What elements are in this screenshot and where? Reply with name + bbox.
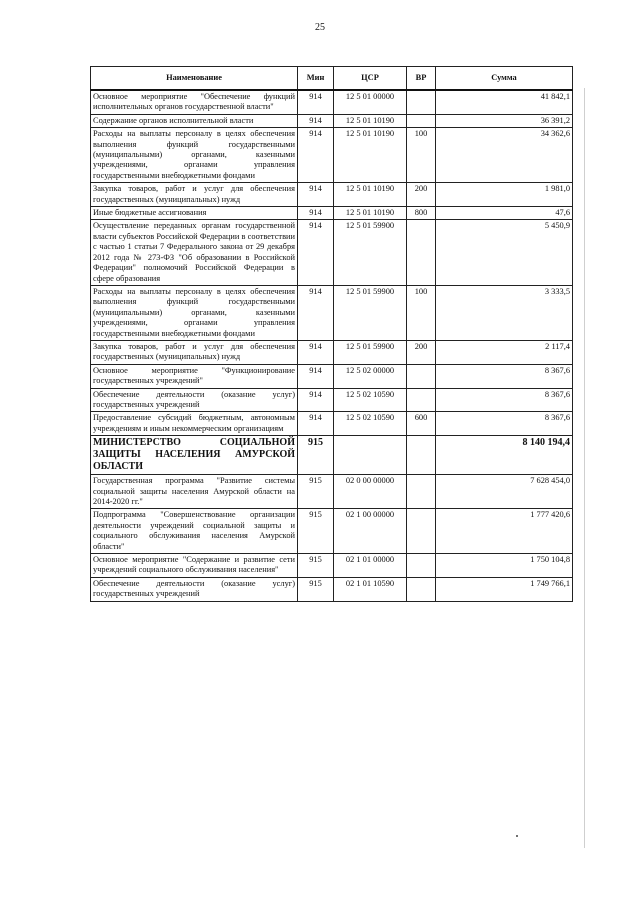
cell-csr: 12 5 01 59900 xyxy=(334,285,407,340)
cell-csr: 12 5 02 10590 xyxy=(334,388,407,412)
cell-name: Содержание органов исполнительной власти xyxy=(91,114,298,127)
cell-min: 914 xyxy=(298,90,334,114)
cell-name: Осуществление переданных органам государственной власти субъектов Российской Федерации в соответствии с частью 1 статьи 7 Федерального закона от 29 декабря 2012 года № 273-ФЗ "Об образовании в Российской Федерации" полномочий Российской Федерации в сфере образования xyxy=(91,220,298,285)
cell-name: Подпрограмма "Совершенствование организации деятельности учреждений социальной защиты и социального обслуживания населения Амурской области" xyxy=(91,509,298,554)
cell-name: Государственная программа "Развитие системы социальной защиты населения Амурской области на 2014-2020 гг." xyxy=(91,475,298,509)
cell-csr: 12 5 02 00000 xyxy=(334,364,407,388)
cell-csr: 02 0 00 00000 xyxy=(334,475,407,509)
cell-min: 915 xyxy=(298,554,334,578)
scan-speck xyxy=(516,835,518,837)
cell-vr xyxy=(407,90,436,114)
table-row xyxy=(91,388,573,412)
cell-csr: 12 5 01 59900 xyxy=(334,340,407,364)
cell-csr xyxy=(334,436,407,475)
cell-vr: 100 xyxy=(407,128,436,183)
cell-min: 914 xyxy=(298,220,334,285)
cell-name: Закупка товаров, работ и услуг для обеспечения государственных (муниципальных) нужд xyxy=(91,340,298,364)
cell-sum: 47,6 xyxy=(436,207,573,220)
cell-name: Иные бюджетные ассигнования xyxy=(91,207,298,220)
cell-min: 914 xyxy=(298,364,334,388)
cell-sum: 1 981,0 xyxy=(436,183,573,207)
cell-name: МИНИСТЕРСТВО СОЦИАЛЬНОЙ ЗАЩИТЫ НАСЕЛЕНИЯ АМУРСКОЙ ОБЛАСТИ xyxy=(91,436,298,475)
cell-csr: 02 1 01 00000 xyxy=(334,554,407,578)
cell-name: Основное мероприятие "Функционирование государственных учреждений" xyxy=(91,364,298,388)
table-row xyxy=(91,577,573,601)
cell-csr: 12 5 01 10190 xyxy=(334,114,407,127)
table-row xyxy=(91,554,573,578)
table-row xyxy=(91,90,573,114)
table-row xyxy=(91,183,573,207)
cell-min: 914 xyxy=(298,114,334,127)
table-row xyxy=(91,509,573,554)
budget-table xyxy=(90,66,573,602)
table-row xyxy=(91,220,573,285)
cell-csr: 02 1 00 00000 xyxy=(334,509,407,554)
table-row xyxy=(91,475,573,509)
cell-csr: 12 5 02 10590 xyxy=(334,412,407,436)
table-row xyxy=(91,207,573,220)
cell-min: 914 xyxy=(298,340,334,364)
cell-sum: 3 333,5 xyxy=(436,285,573,340)
cell-vr: 200 xyxy=(407,340,436,364)
cell-vr xyxy=(407,364,436,388)
cell-csr: 12 5 01 10190 xyxy=(334,128,407,183)
cell-sum: 36 391,2 xyxy=(436,114,573,127)
cell-sum: 7 628 454,0 xyxy=(436,475,573,509)
cell-vr: 100 xyxy=(407,285,436,340)
cell-name: Основное мероприятие "Обеспечение функций исполнительных органов государственной власти" xyxy=(91,90,298,114)
table-row xyxy=(91,436,573,475)
cell-name: Основное мероприятие "Содержание и развитие сети учреждений социального обслуживания населения" xyxy=(91,554,298,578)
cell-min: 914 xyxy=(298,183,334,207)
cell-csr: 12 5 01 00000 xyxy=(334,90,407,114)
cell-vr xyxy=(407,475,436,509)
cell-vr xyxy=(407,436,436,475)
cell-sum: 8 140 194,4 xyxy=(436,436,573,475)
cell-sum: 34 362,6 xyxy=(436,128,573,183)
header-row xyxy=(91,67,573,91)
cell-name: Обеспечение деятельности (оказание услуг) государственных учреждений xyxy=(91,388,298,412)
cell-min: 914 xyxy=(298,207,334,220)
table-body xyxy=(91,90,573,601)
cell-sum: 2 117,4 xyxy=(436,340,573,364)
cell-sum: 1 750 104,8 xyxy=(436,554,573,578)
header-vr: ВР xyxy=(407,67,436,91)
cell-vr: 800 xyxy=(407,207,436,220)
cell-vr xyxy=(407,114,436,127)
cell-sum: 1 749 766,1 xyxy=(436,577,573,601)
cell-sum: 8 367,6 xyxy=(436,364,573,388)
cell-vr: 600 xyxy=(407,412,436,436)
cell-min: 915 xyxy=(298,509,334,554)
table-row xyxy=(91,114,573,127)
cell-min: 914 xyxy=(298,285,334,340)
cell-vr xyxy=(407,388,436,412)
cell-sum: 8 367,6 xyxy=(436,388,573,412)
cell-name: Расходы на выплаты персоналу в целях обеспечения выполнения функций государственными (муниципальными) органами, казенными учреждениями, органами управления государственными внебюджетными фондами xyxy=(91,285,298,340)
cell-vr: 200 xyxy=(407,183,436,207)
cell-min: 915 xyxy=(298,475,334,509)
header-name: Наименование xyxy=(91,67,298,91)
cell-min: 915 xyxy=(298,577,334,601)
header-csr: ЦСР xyxy=(334,67,407,91)
cell-csr: 12 5 01 10190 xyxy=(334,207,407,220)
cell-sum: 5 450,9 xyxy=(436,220,573,285)
cell-sum: 41 842,1 xyxy=(436,90,573,114)
page-number: 25 xyxy=(315,22,325,33)
scan-edge-line xyxy=(584,88,585,848)
table-row xyxy=(91,128,573,183)
table-row xyxy=(91,364,573,388)
cell-csr: 12 5 01 10190 xyxy=(334,183,407,207)
cell-name: Закупка товаров, работ и услуг для обеспечения государственных (муниципальных) нужд xyxy=(91,183,298,207)
cell-vr xyxy=(407,220,436,285)
table-row xyxy=(91,412,573,436)
cell-min: 914 xyxy=(298,412,334,436)
table-header xyxy=(91,67,573,91)
cell-vr xyxy=(407,509,436,554)
cell-min: 914 xyxy=(298,388,334,412)
cell-min: 914 xyxy=(298,128,334,183)
table-row xyxy=(91,340,573,364)
cell-vr xyxy=(407,577,436,601)
header-min: Мин xyxy=(298,67,334,91)
cell-name: Расходы на выплаты персоналу в целях обеспечения выполнения функций государственными (муниципальными) органами, казенными учреждениями, органами управления государственными внебюджетными фондами xyxy=(91,128,298,183)
cell-name: Обеспечение деятельности (оказание услуг) государственных учреждений xyxy=(91,577,298,601)
cell-csr: 12 5 01 59900 xyxy=(334,220,407,285)
cell-name: Предоставление субсидий бюджетным, автономным учреждениям и иным некоммерческим организациям xyxy=(91,412,298,436)
cell-sum: 1 777 420,6 xyxy=(436,509,573,554)
cell-csr: 02 1 01 10590 xyxy=(334,577,407,601)
cell-sum: 8 367,6 xyxy=(436,412,573,436)
cell-vr xyxy=(407,554,436,578)
cell-min: 915 xyxy=(298,436,334,475)
header-sum: Сумма xyxy=(436,67,573,91)
table-row xyxy=(91,285,573,340)
